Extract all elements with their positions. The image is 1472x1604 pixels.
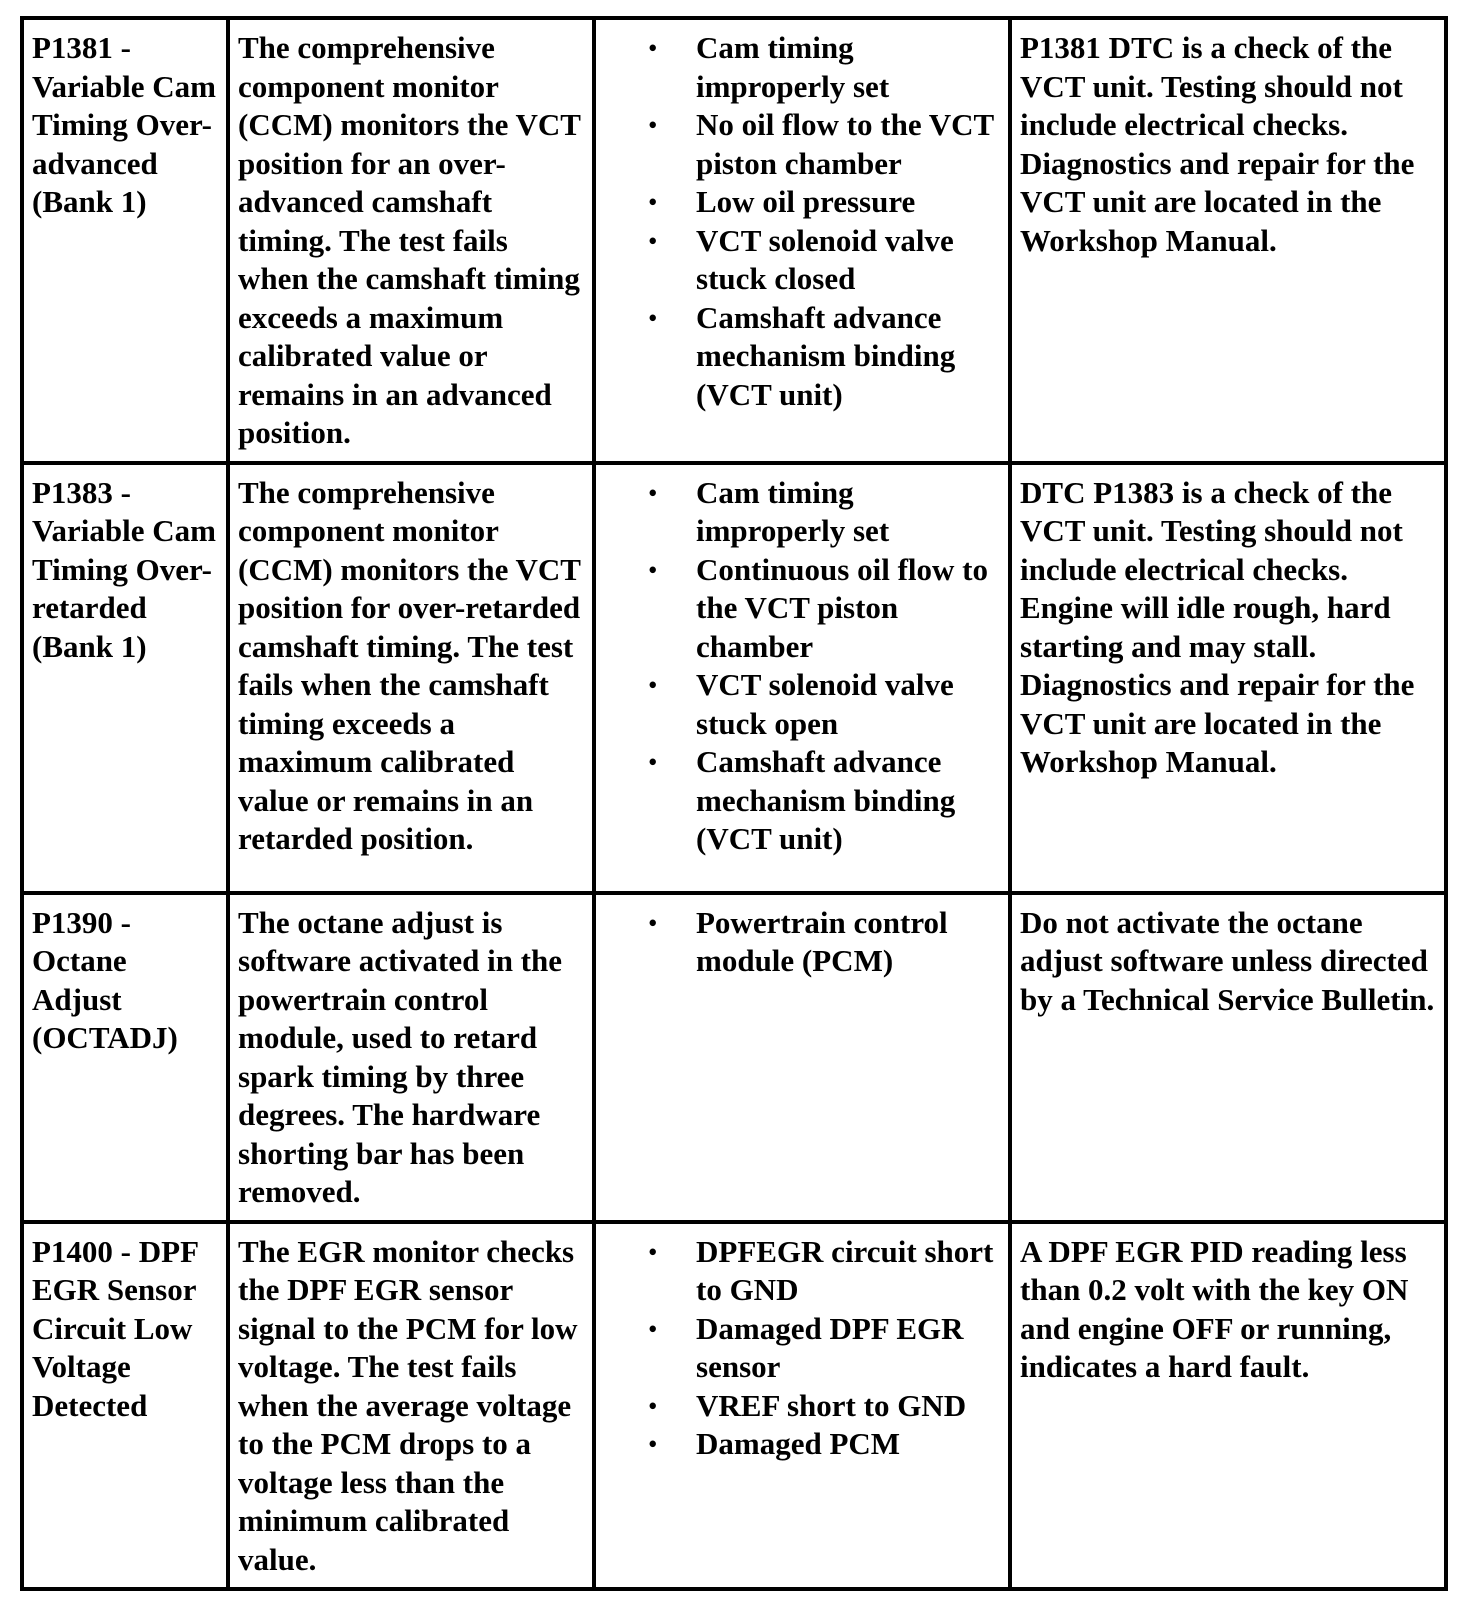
list-item: • Camshaft advance mechanism binding (VCT unit): [596, 743, 1002, 859]
list-item: • VREF short to GND: [596, 1387, 1002, 1426]
possible-causes-cell: [594, 1222, 1010, 1590]
list-item: • VCT solenoid valve stuck closed: [596, 222, 1002, 299]
description-cell: [228, 463, 594, 893]
dtc-comments: A DPF EGR PID reading less than 0.2 volt with the key ON and engine OFF or running, indicates a hard fault.: [1020, 1233, 1409, 1384]
description-cell: [228, 1222, 594, 1590]
list-item: • No oil flow to the VCT piston chamber: [596, 106, 1002, 183]
comments-cell: [1010, 1222, 1446, 1590]
dtc-comments: Do not activate the octane adjust software unless directed by a Technical Service Bulletin.: [1020, 904, 1435, 1017]
dtc-description: The comprehensive component monitor (CCM) monitors the VCT position for over-retarded camshaft timing. The test fails when the camshaft timing exceeds a maximum calibrated value or remains in an retarded position.: [238, 474, 581, 856]
dtc-comments: DTC P1383 is a check of the VCT unit. Testing should not include electrical checks. Engine will idle rough, hard starting and may stall. Diagnostics and repair for the VCT unit are located in the Workshop Manual.: [1020, 474, 1415, 779]
dtc-description: The EGR monitor checks the DPF EGR sensor signal to the PCM for low voltage. The test fails when the average voltage to the PCM drops to a voltage less than the minimum calibrated value.: [238, 1233, 578, 1577]
possible-causes-cell: [594, 463, 1010, 893]
dtc-table: [20, 16, 1448, 1591]
possible-causes-cell: [594, 18, 1010, 463]
table-row: [22, 1222, 1446, 1590]
dtc-code: P1400 - DPF EGR Sensor Circuit Low Voltage Detected: [32, 1233, 198, 1423]
comments-cell: [1010, 893, 1446, 1222]
possible-causes-list: [596, 474, 1002, 859]
possible-causes-cell: [594, 893, 1010, 1222]
description-cell: [228, 18, 594, 463]
dtc-description: The comprehensive component monitor (CCM) monitors the VCT position for an over-advanced camshaft timing. The test fails when the camshaft timing exceeds a maximum calibrated value or remains in an advanced position.: [238, 30, 581, 450]
description-cell: [228, 893, 594, 1222]
dtc-comments: P1381 DTC is a check of the VCT unit. Testing should not include electrical checks. Diagnostics and repair for the VCT unit are located in the Workshop Manual.: [1020, 30, 1415, 258]
dtc-code: P1390 - Octane Adjust (OCTADJ): [32, 904, 178, 1055]
list-item: • Cam timing improperly set: [596, 29, 1002, 106]
dtc-description: The octane adjust is software activated in the powertrain control module, used to retard spark timing by three degrees. The hardware shorting bar has been removed.: [238, 904, 563, 1209]
dtc-code-cell: [22, 18, 228, 463]
list-item: • Low oil pressure: [596, 183, 1002, 222]
list-item: • Camshaft advance mechanism binding (VCT unit): [596, 299, 1002, 415]
possible-causes-list: [596, 1233, 1002, 1464]
dtc-code-cell: [22, 893, 228, 1222]
dtc-code: P1381 - Variable Cam Timing Over-advanced (Bank 1): [32, 30, 216, 219]
dtc-code-cell: [22, 463, 228, 893]
table-row: [22, 18, 1446, 463]
comments-cell: [1010, 18, 1446, 463]
list-item: • Cam timing improperly set: [596, 474, 1002, 551]
list-item: • Damaged PCM: [596, 1425, 1002, 1464]
possible-causes-list: [596, 29, 1002, 414]
list-item: • VCT solenoid valve stuck open: [596, 666, 1002, 743]
comments-cell: [1010, 463, 1446, 893]
list-item: • Continuous oil flow to the VCT piston chamber: [596, 551, 1002, 667]
table-row: [22, 463, 1446, 893]
table-row: [22, 893, 1446, 1222]
list-item: • DPFEGR circuit short to GND: [596, 1233, 1002, 1310]
possible-causes-list: [596, 904, 1002, 981]
list-item: • Powertrain control module (PCM): [596, 904, 1002, 981]
dtc-code-cell: [22, 1222, 228, 1590]
dtc-code: P1383 - Variable Cam Timing Over-retarded (Bank 1): [32, 474, 216, 664]
list-item: • Damaged DPF EGR sensor: [596, 1310, 1002, 1387]
